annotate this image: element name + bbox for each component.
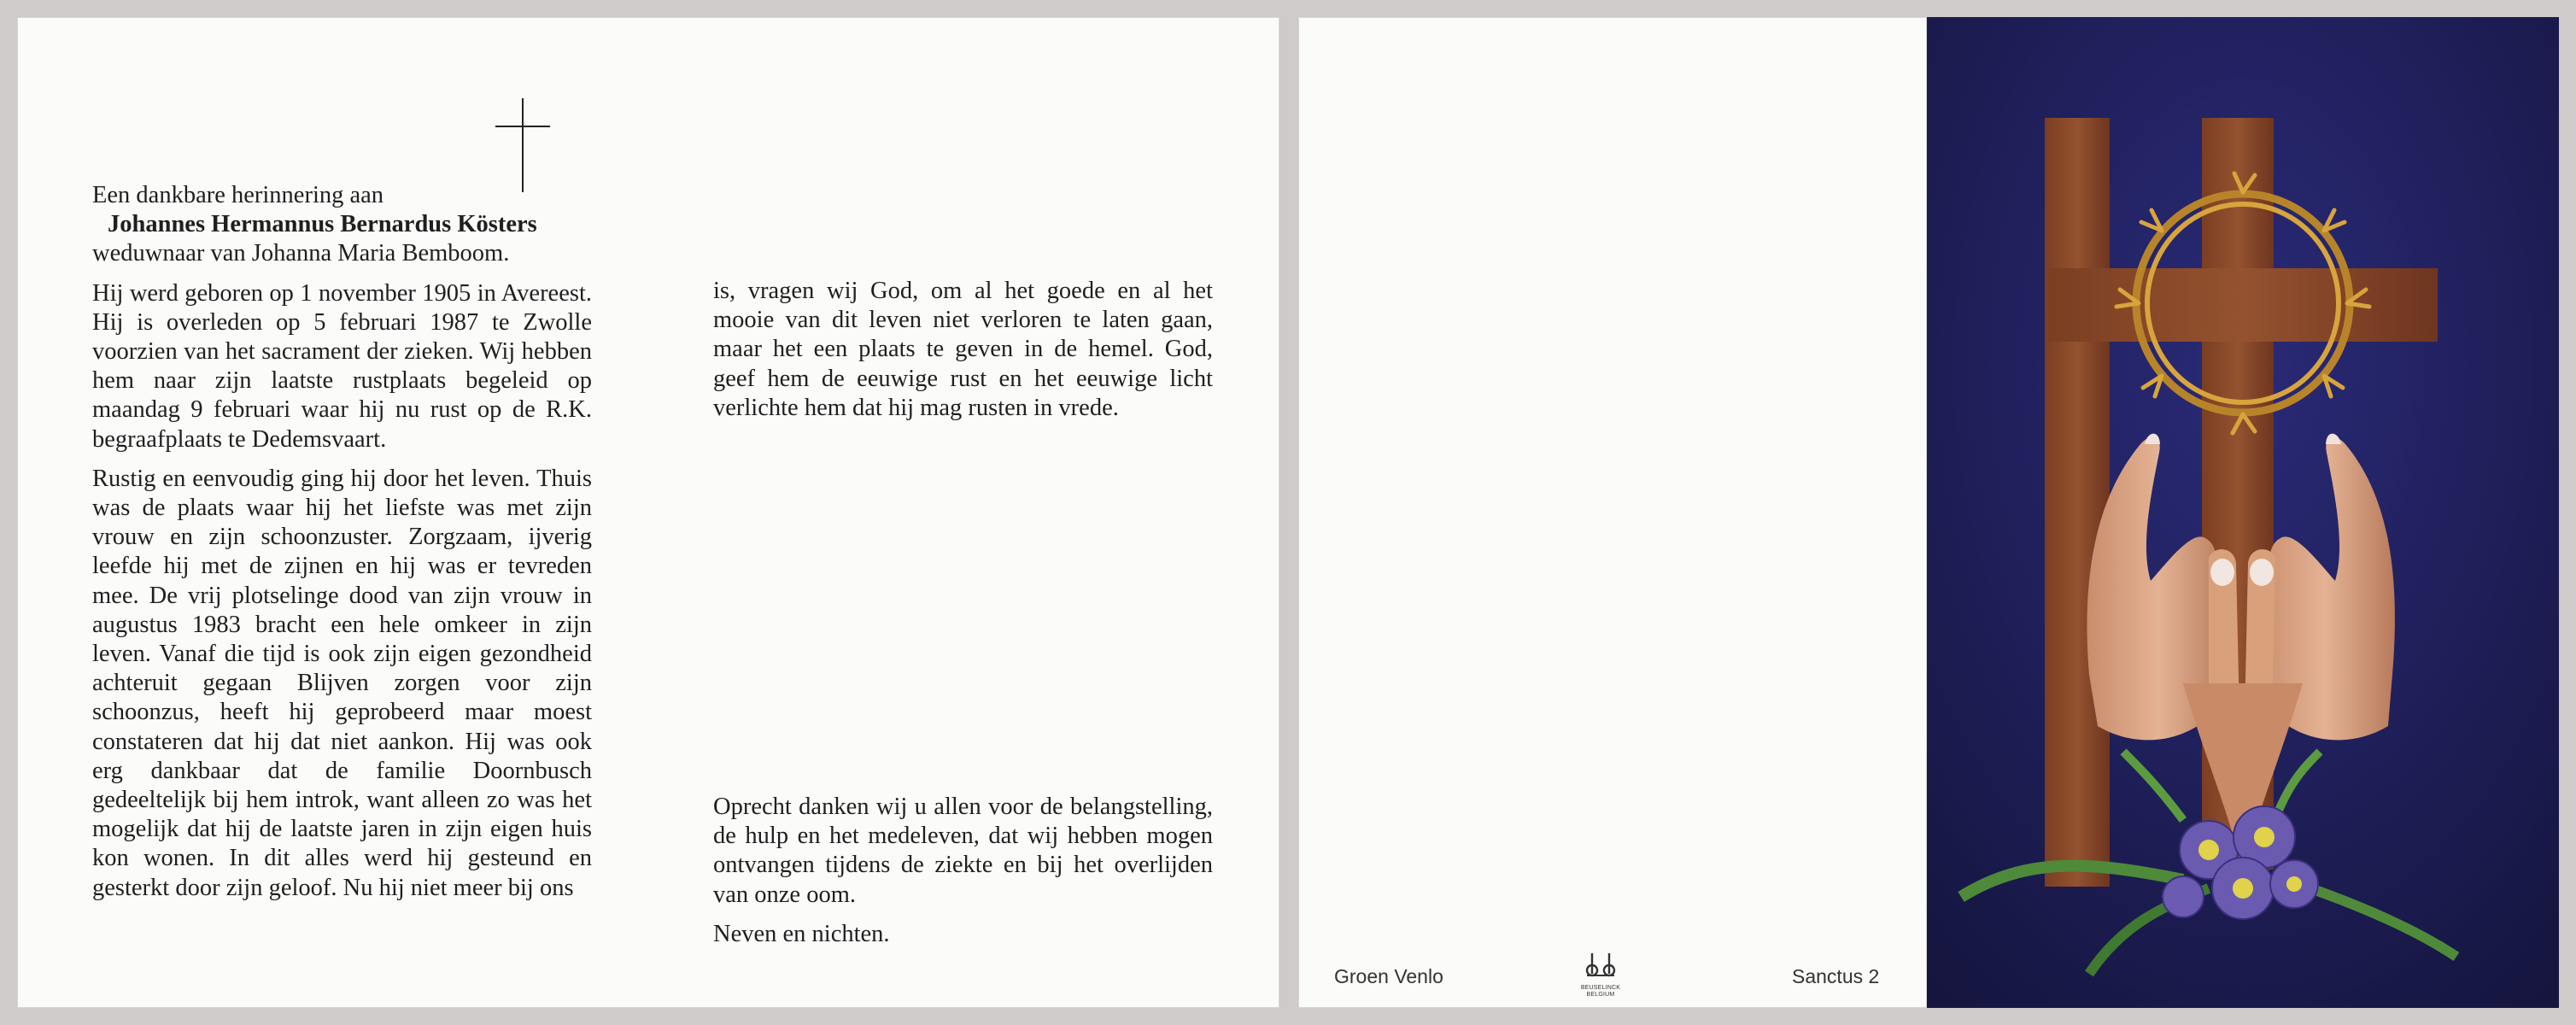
right-card-page [1298, 17, 1927, 1008]
beuselinck-logo-icon [1580, 950, 1621, 981]
logo-caption-2: BELGIUM [1586, 992, 1615, 998]
deceased-name: Johannes Hermannus Bernardus Kösters [108, 211, 537, 238]
publisher-logo [1580, 950, 1621, 999]
prayer-paragraph: is, vragen wij God, om al het goede en al het mooie van dit leven niet verloren te laten gaan, maar het een plaats te geven in de hemel. God, geef hem de eeuwige rust en het eeuwige licht verlichte hem dat hij mag rusten in vrede. [713, 278, 1213, 421]
logo-caption-1: BEUSELINCK [1580, 985, 1621, 991]
biography-paragraph: Hij werd geboren op 1 november 1905 in Avereest. Hij is overleden op 5 februari 1987 te Zwolle voorzien van het sacrament der zieken. Wij hebben hem naar zijn laatste rustplaats begeleid op maandag 9 februari waar hij nu rust op de R.K. begraafplaats te Dedemsvaart. [92, 279, 592, 453]
cross-icon [495, 98, 550, 192]
thanks-paragraph: Oprecht danken wij u allen voor de belangstelling, de hulp en het medeleven, dat wij hebben mogen ontvangen tijdens de ziekte en bij het overlijden van onze oom. [713, 794, 1213, 908]
series-label: Sanctus 2 [1792, 965, 1880, 987]
publisher-label: Groen Venlo [1334, 965, 1443, 987]
painting-illustration [1927, 17, 2559, 1008]
intro-line: Een dankbare herinnering aan [92, 182, 384, 208]
thanks-text [713, 793, 1213, 949]
widower-line: weduwnaar van Johanna Maria Bemboom. [92, 240, 510, 267]
life-paragraph: Rustig en eenvoudig ging hij door het leven. Thuis was de plaats waar hij het liefste was met zijn vrouw en zijn schoonzuster. Zorgzaam, ijverig leefde hij met de zijnen en hij was er tevreden mee. De vrij plotselinge dood van zijn vrouw in augustus 1983 bracht een hele omkeer in zijn leven. Vanaf die tijd is ook zijn eigen gezondheid achteruit gegaan Blijven zorgen voor zijn schoonzus, heeft hij geprobeerd maar moest constateren dat hij dat niet aankon. Hij was ook erg dankbaar dat de familie Doornbusch gedeeltelijk bij hem introk, want alleen zo was het mogelijk dat hij de laatste jaren in zijn eigen huis kon wonen. In dit alles werd hij gesteund en gesterkt door zijn geloof. Nu hij niet meer bij ons [92, 465, 592, 901]
signature-line: Neven en nichten. [713, 920, 890, 947]
prayer-text [713, 277, 1213, 433]
left-card-page [17, 17, 1279, 1008]
memorial-text-column [92, 181, 592, 913]
wooden-cross-icon [2045, 118, 2110, 888]
cross-hands-painting [1927, 17, 2559, 1008]
